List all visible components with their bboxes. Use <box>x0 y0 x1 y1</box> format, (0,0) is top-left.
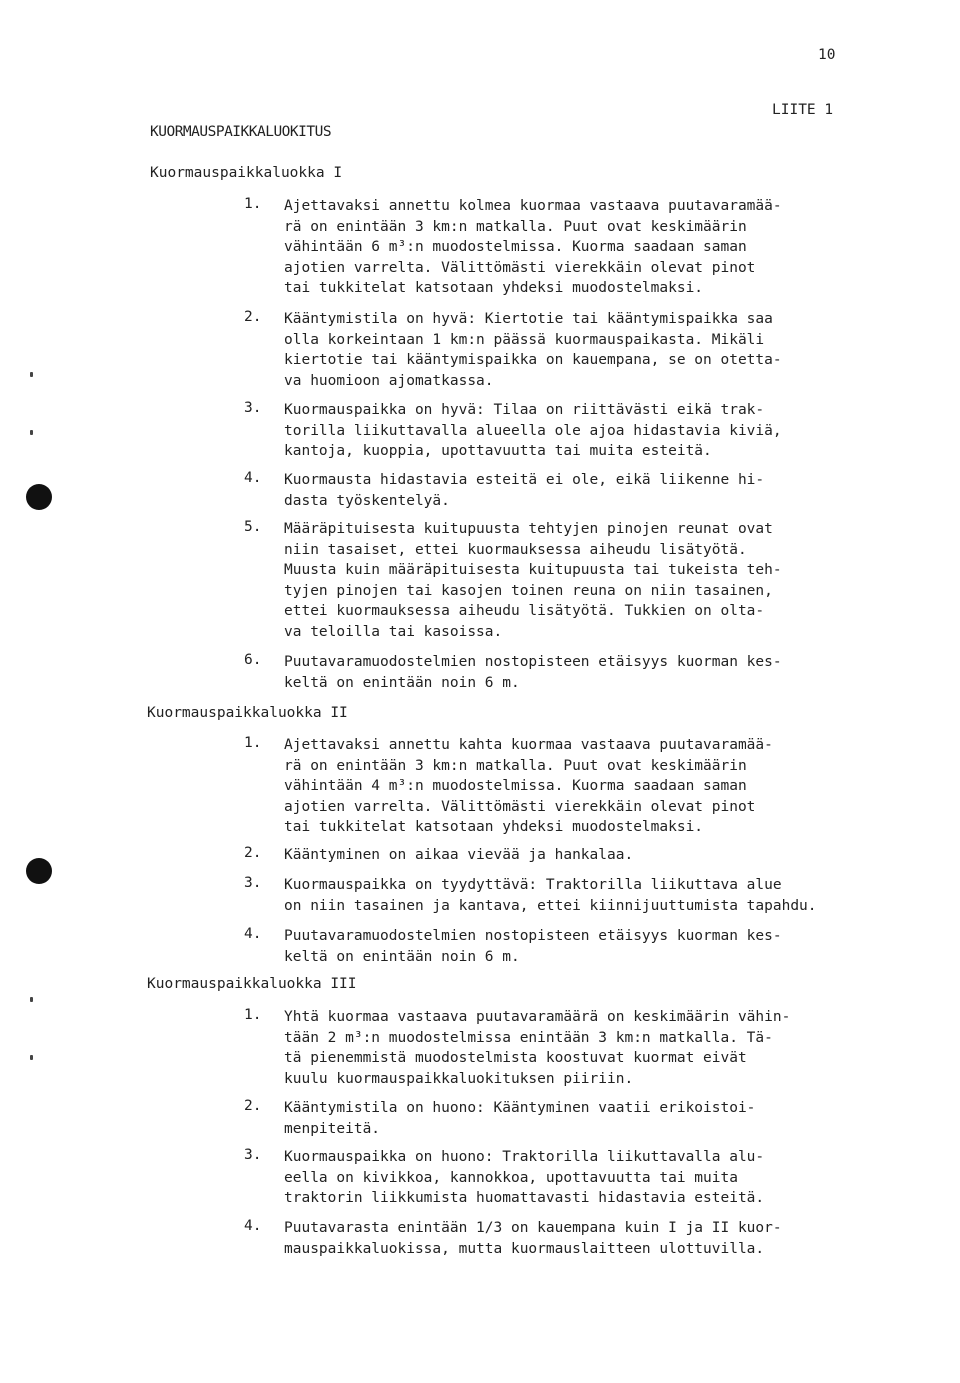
item-text: Yhtä kuormaa vastaava puutavaramäärä on keskimäärin vähin- tään 2 m³:n muodostelmissa enintään 3 km:n matkalla. Tä- tä pienemmistä muodostelmista koostuvat kuormat eivät kuulu kuormauspaikkaluokituksen piiriin. <box>284 1009 791 1087</box>
item-number: 2. <box>244 1098 262 1114</box>
item-number: 6. <box>244 652 262 668</box>
page-number: 10 <box>818 47 836 63</box>
list-item <box>244 845 864 866</box>
list-item <box>244 470 864 511</box>
item-number: 3. <box>244 400 262 416</box>
item-text: Määräpituisesta kuitupuusta tehtyjen pinojen reunat ovat niin tasaiset, ettei kuormauksessa aiheudu lisätyötä. Muusta kuin määräpituisesta kuitupuusta tai tukeista teh- tyjen pinojen tai kasojen toinen reuna on niin tasainen, ettei kuormauksessa aiheudu lisätyötä. Tukkien on olta- va teloilla tai kasoissa. <box>284 521 782 640</box>
item-number: 1. <box>244 1007 262 1023</box>
list-item <box>244 735 864 838</box>
item-text: Ajettavaksi annettu kahta kuormaa vastaava puutavaramää- rä on enintään 3 km:n matkalla. Puut ovat keskimäärin vähintään 4 m³:n muodostelmissa. Kuorma saadaan saman ajotien varrelta. Välittömästi vierekkäin olevat pinot tai tukkitelat katsotaan yhdeksi muodostelmaksi. <box>284 737 773 836</box>
punch-hole-top <box>26 484 52 510</box>
item-text: Kuormauspaikka on huono: Traktorilla liikuttavalla alu- eella on kivikkoa, kannokkoa, upottavuutta tai muita traktorin liikkumista huomattavasti hidastavia esteitä. <box>284 1149 765 1207</box>
punch-hole-bottom <box>26 858 52 884</box>
item-number: 2. <box>244 309 262 325</box>
item-text: Puutavarasta enintään 1/3 on kauempana kuin I ja II kuor- mauspaikkaluokissa, mutta kuormauslaitteen ulottuvilla. <box>284 1220 782 1257</box>
list-item <box>244 1007 864 1089</box>
item-number: 2. <box>244 845 262 861</box>
scan-speck <box>30 1055 33 1060</box>
scan-speck <box>30 372 33 377</box>
list-item <box>244 875 864 916</box>
section-heading-class-3: Kuormauspaikkaluokka III <box>147 976 357 992</box>
item-number: 5. <box>244 519 262 535</box>
section-heading-class-1: Kuormauspaikkaluokka I <box>150 165 343 181</box>
item-number: 3. <box>244 875 262 891</box>
item-number: 4. <box>244 470 262 486</box>
item-number: 1. <box>244 735 262 751</box>
list-item <box>244 926 864 967</box>
item-text: Kuormausta hidastavia esteitä ei ole, eikä liikenne hi- dasta työskentelyä. <box>284 472 765 509</box>
item-number: 1. <box>244 196 262 212</box>
list-item <box>244 652 864 693</box>
item-number: 4. <box>244 1218 262 1234</box>
item-text: Kuormauspaikka on tyydyttävä: Traktorilla liikuttava alue on niin tasainen ja kantava, ettei kiinnijuuttumista tapahdu. <box>284 877 817 914</box>
item-number: 3. <box>244 1147 262 1163</box>
item-text: Kuormauspaikka on hyvä: Tilaa on riittävästi eikä trak- torilla liikuttavalla alueella ole ajoa hidastavia kiviä, kantoja, kuoppia, upottavuutta tai muita esteitä. <box>284 402 782 460</box>
item-text: Puutavaramuodostelmien nostopisteen etäisyys kuorman kes- keltä on enintään noin 6 m. <box>284 928 782 965</box>
item-text: Ajettavaksi annettu kolmea kuormaa vastaava puutavaramää- rä on enintään 3 km:n matkalla. Puut ovat keskimäärin vähintään 6 m³:n muodostelmissa. Kuorma saadaan saman ajotien varrelta. Välittömästi vierekkäin olevat pinot tai tukkitelat katsotaan yhdeksi muodostelmaksi. <box>284 198 782 297</box>
appendix-label: LIITE 1 <box>772 102 834 118</box>
list-item <box>244 519 864 643</box>
item-number: 4. <box>244 926 262 942</box>
list-item <box>244 1218 864 1259</box>
list-item <box>244 196 864 299</box>
item-text: Kääntyminen on aikaa vievää ja hankalaa. <box>284 847 634 863</box>
document-title: KUORMAUSPAIKKALUOKITUS <box>150 124 332 140</box>
list-item <box>244 1147 864 1209</box>
list-item <box>244 400 864 462</box>
item-text: Kääntymistila on hyvä: Kiertotie tai kääntymispaikka saa olla korkeintaan 1 km:n päässä kuormauspaikasta. Mikäli kiertotie tai kääntymispaikka on kauempana, se on otetta- va huomioon ajomatkassa. <box>284 311 782 389</box>
section-heading-class-2: Kuormauspaikkaluokka II <box>147 705 348 721</box>
scan-speck <box>30 430 33 435</box>
item-text: Puutavaramuodostelmien nostopisteen etäisyys kuorman kes- keltä on enintään noin 6 m. <box>284 654 782 691</box>
list-item <box>244 1098 864 1139</box>
scan-speck <box>30 997 33 1002</box>
item-text: Kääntymistila on huono: Kääntyminen vaatii erikoistoi- menpiteitä. <box>284 1100 756 1137</box>
list-item <box>244 309 864 391</box>
